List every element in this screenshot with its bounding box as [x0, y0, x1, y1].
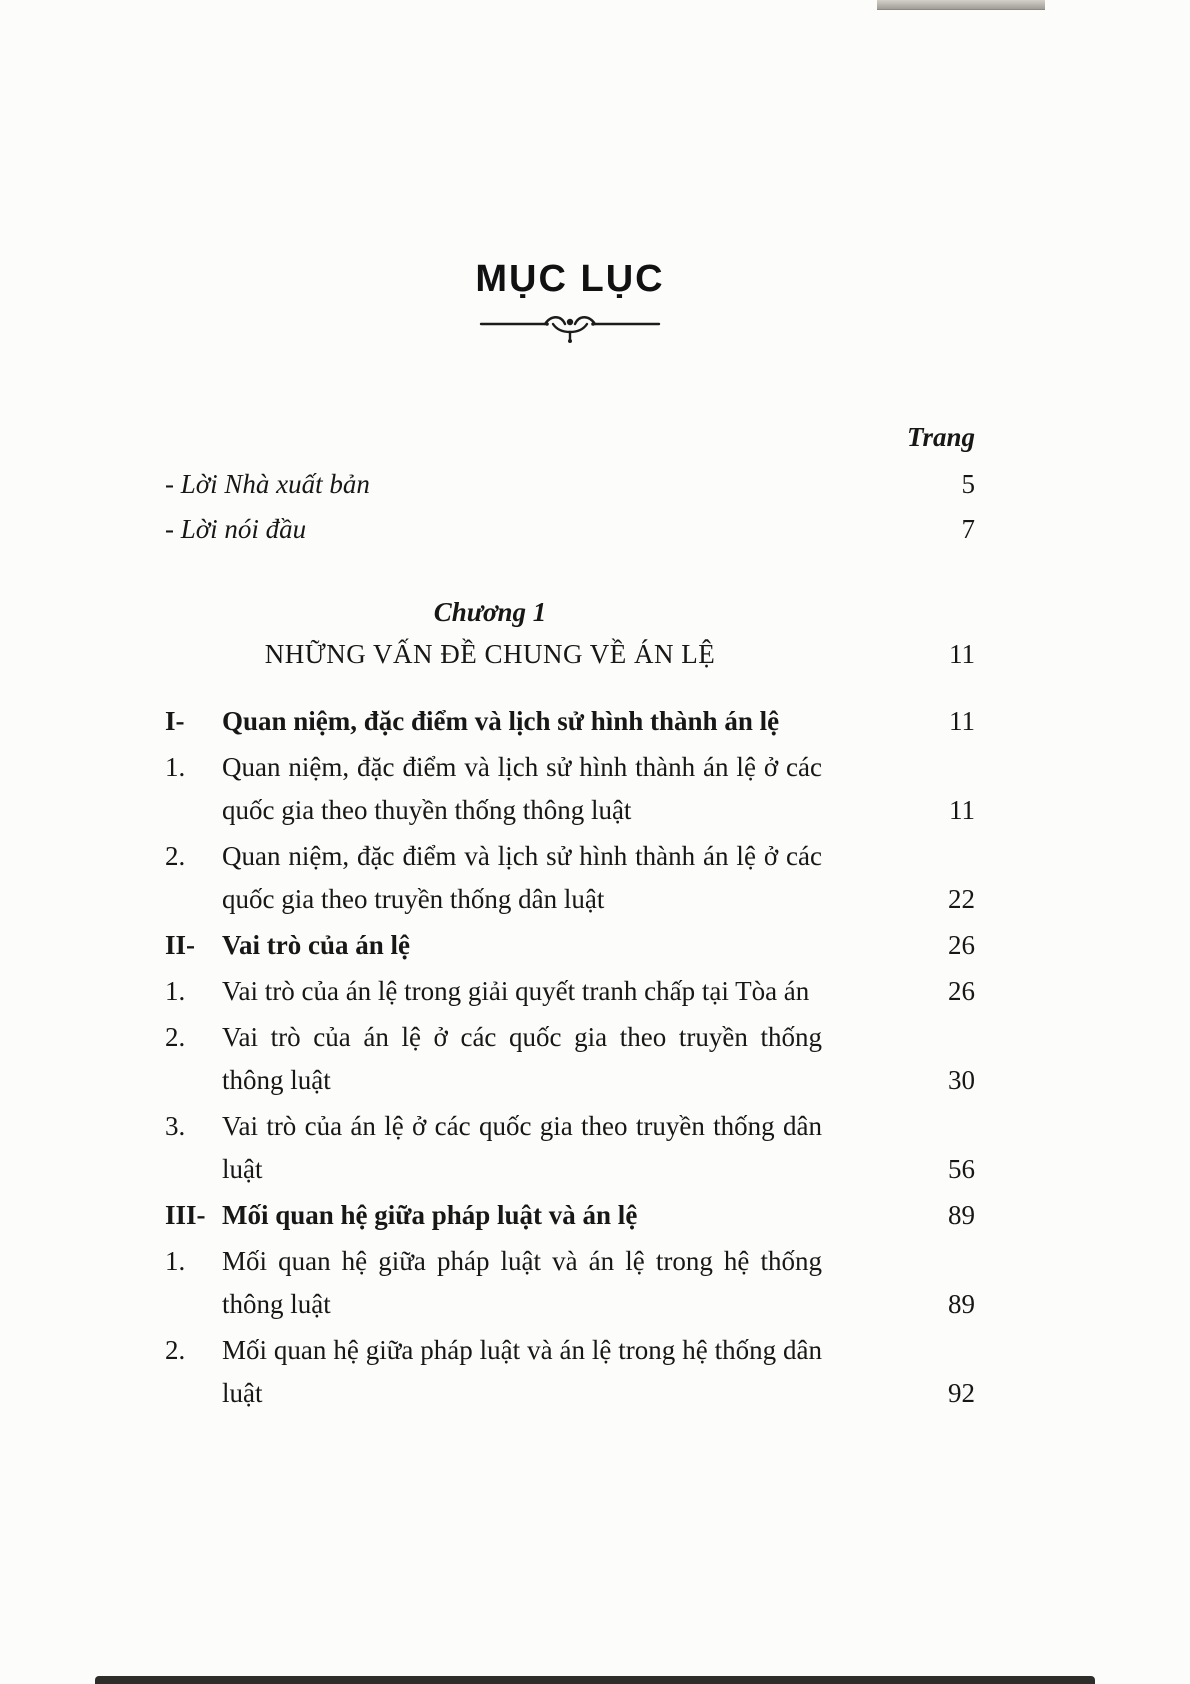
toc-entry — [165, 970, 975, 1013]
toc-entry — [165, 1329, 975, 1415]
toc-entry — [165, 1240, 975, 1326]
entry-text: Quan niệm, đặc điểm và lịch sử hình thành án lệ ở các quốc gia theo thuyền thống thông luật — [222, 752, 822, 825]
page-title: MỤC LỤC — [475, 258, 665, 300]
entry-number: 2. — [165, 841, 186, 871]
entry-page-number: 22 — [948, 884, 975, 914]
entry-page-number: 26 — [948, 930, 975, 960]
front-matter-item — [165, 462, 975, 507]
toc-entry — [165, 1105, 975, 1191]
front-matter-item — [165, 507, 975, 552]
entry-number: 1. — [165, 752, 186, 782]
entry-text: Mối quan hệ giữa pháp luật và án lệ trong hệ thống thông luật — [222, 1246, 822, 1319]
toc-entry — [165, 1194, 975, 1237]
page-bottom-edge — [95, 1676, 1095, 1684]
toc-entry — [165, 1016, 975, 1102]
entry-page-number: 89 — [948, 1289, 975, 1319]
entry-text: Quan niệm, đặc điểm và lịch sử hình thành án lệ ở các quốc gia theo truyền thống dân luật — [222, 841, 822, 914]
toc-entry-list — [165, 700, 975, 1415]
front-matter-label: - Lời Nhà xuất bản — [165, 469, 370, 499]
chapter-title: NHỮNG VẤN ĐỀ CHUNG VỀ ÁN LỆ — [264, 639, 716, 669]
entry-text: Vai trò của án lệ — [222, 930, 410, 960]
entry-text: Vai trò của án lệ ở các quốc gia theo truyền thống dân luật — [222, 1111, 822, 1184]
entry-text: Vai trò của án lệ ở các quốc gia theo truyền thống thông luật — [222, 1022, 822, 1095]
entry-number: I- — [165, 706, 185, 736]
toc-entry — [165, 835, 975, 921]
toc-entry — [165, 924, 975, 967]
entry-text: Mối quan hệ giữa pháp luật và án lệ — [222, 1200, 638, 1230]
entry-page-number: 92 — [948, 1378, 975, 1408]
entry-page-number: 11 — [949, 706, 975, 736]
entry-number: II- — [165, 930, 196, 960]
entry-page-number: 30 — [948, 1065, 975, 1095]
entry-text: Quan niệm, đặc điểm và lịch sử hình thành án lệ — [222, 706, 780, 736]
toc-entry — [165, 700, 975, 743]
page-column-header: Trang — [906, 422, 975, 452]
front-matter-page: 5 — [961, 469, 975, 499]
entry-page-number: 56 — [948, 1154, 975, 1184]
entry-number: 1. — [165, 976, 186, 1006]
flourish-divider-icon — [165, 309, 975, 350]
front-matter-page: 7 — [961, 514, 975, 544]
scan-artifact-top-edge — [877, 0, 1045, 10]
entry-number: 1. — [165, 1246, 186, 1276]
entry-text: Vai trò của án lệ trong giải quyết tranh chấp tại Tòa án — [222, 976, 810, 1006]
entry-page-number: 11 — [949, 795, 975, 825]
toc-entry — [165, 746, 975, 832]
entry-page-number: 26 — [948, 976, 975, 1006]
entry-number: III- — [165, 1200, 206, 1230]
chapter-heading-text — [165, 592, 815, 676]
front-matter-label: - Lời nói đầu — [165, 514, 307, 544]
chapter-heading — [165, 592, 975, 676]
entry-page-number: 89 — [948, 1200, 975, 1230]
front-matter-list — [165, 462, 975, 552]
entry-number: 2. — [165, 1022, 186, 1052]
chapter-page-number: 11 — [949, 639, 975, 669]
toc-content — [165, 0, 975, 1415]
entry-number: 3. — [165, 1111, 186, 1141]
entry-number: 2. — [165, 1335, 186, 1365]
chapter-number: Chương 1 — [433, 597, 547, 627]
entry-text: Mối quan hệ giữa pháp luật và án lệ trong hệ thống dân luật — [222, 1335, 822, 1408]
